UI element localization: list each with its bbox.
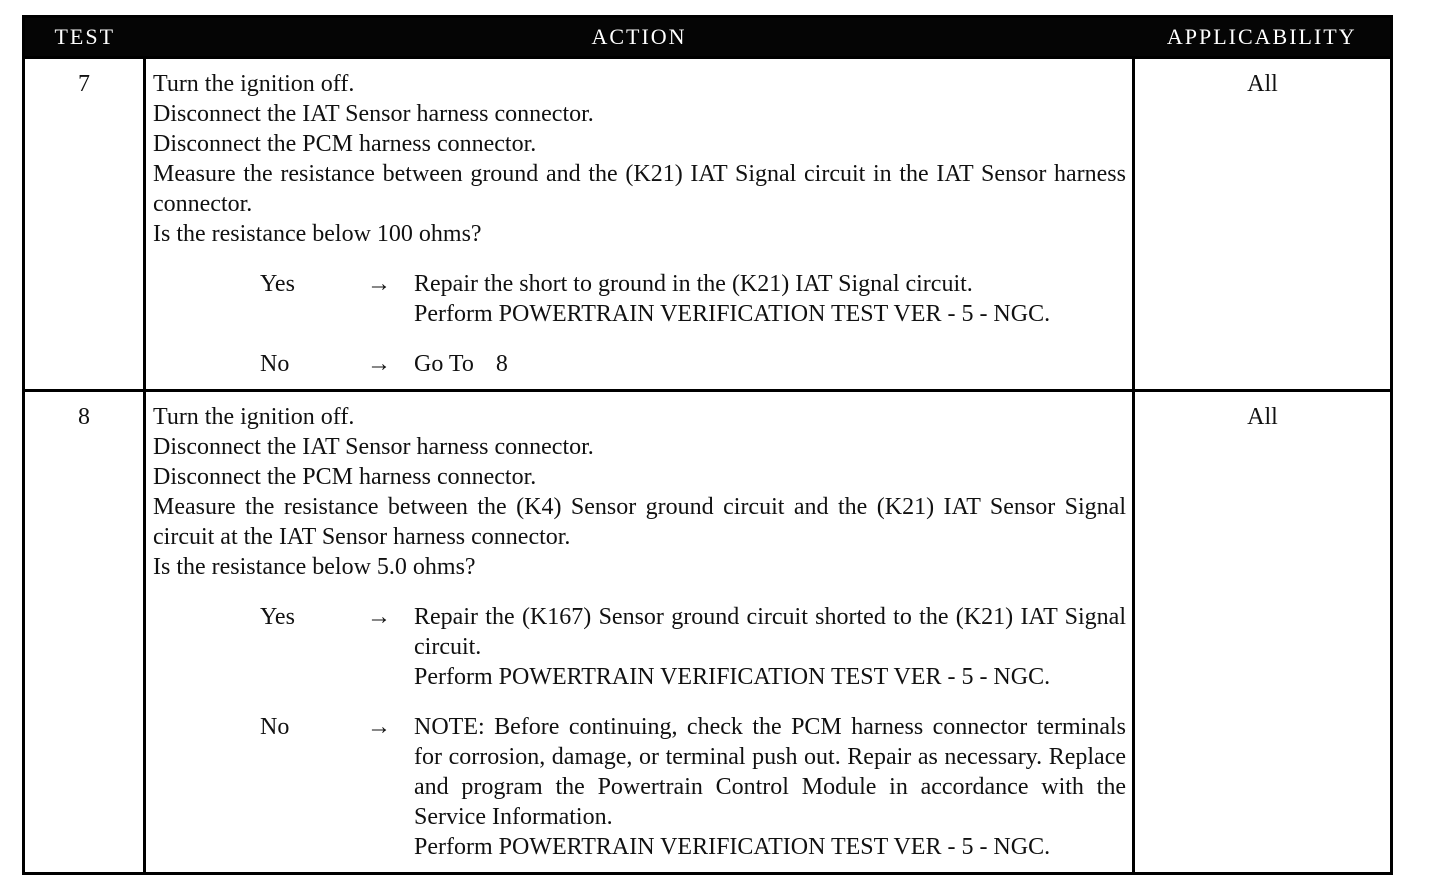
outcome-label-yes: Yes <box>260 271 295 297</box>
outcome-yes <box>153 602 1126 692</box>
outcome-label-yes: Yes <box>260 604 295 630</box>
action-step: Turn the ignition off. <box>153 71 355 97</box>
action-cell <box>145 58 1134 391</box>
test-row-8 <box>24 391 1392 874</box>
outcome-line: Perform POWERTRAIN VERIFICATION TEST VER - 5 - NGC. <box>414 834 1051 860</box>
outcome-label-no: No <box>260 351 290 377</box>
goto-link[interactable] <box>414 351 508 377</box>
action-step: Disconnect the IAT Sensor harness connector. <box>153 434 594 460</box>
diagnostic-test-table <box>22 15 1393 875</box>
action-step: Disconnect the PCM harness connector. <box>153 131 537 157</box>
outcome-no <box>153 349 1126 379</box>
action-question: Is the resistance below 100 ohms? <box>153 221 482 247</box>
goto-target: 8 <box>495 351 508 377</box>
applicability-value: All <box>1134 58 1392 391</box>
test-row-7 <box>24 58 1392 391</box>
action-step: Disconnect the PCM harness connector. <box>153 464 537 490</box>
outcome-line: Repair the (K167) Sensor ground circuit shorted to the (K21) IAT Signal circuit. <box>414 604 1126 660</box>
outcome-body <box>414 712 1126 862</box>
outcome-body <box>414 269 1126 329</box>
action-cell <box>145 391 1134 874</box>
test-number: 8 <box>24 391 145 874</box>
action-step: Disconnect the IAT Sensor harness connector. <box>153 101 594 127</box>
outcome-body <box>414 349 1126 379</box>
test-number: 7 <box>24 58 145 391</box>
right-arrow-icon: → <box>367 604 391 630</box>
action-step: Measure the resistance between the (K4) Sensor ground circuit and the (K21) IAT Sensor Signal circuit at the IAT Sensor harness connector. <box>153 494 1126 550</box>
outcome-yes <box>153 269 1126 329</box>
outcome-label-no: No <box>260 714 290 740</box>
action-step: Measure the resistance between ground and the (K21) IAT Signal circuit in the IAT Sensor harness connector. <box>153 161 1126 217</box>
column-header-applicability: APPLICABILITY <box>1134 17 1392 58</box>
action-question: Is the resistance below 5.0 ohms? <box>153 554 476 580</box>
right-arrow-icon: → <box>367 351 391 377</box>
goto-text: Go To <box>414 351 474 377</box>
right-arrow-icon: → <box>367 271 391 297</box>
outcome-line: Repair the short to ground in the (K21) IAT Signal circuit. <box>414 271 973 297</box>
outcome-line: Perform POWERTRAIN VERIFICATION TEST VER - 5 - NGC. <box>414 664 1051 690</box>
outcome-line: Perform POWERTRAIN VERIFICATION TEST VER - 5 - NGC. <box>414 301 1051 327</box>
outcome-note: NOTE: Before continuing, check the PCM harness connector terminals for corrosion, damage, or terminal push out. Repair as necessary. Replace and program the Powertrain Control Module in accordance with the Service Information. <box>414 714 1126 830</box>
table-header-row <box>24 17 1392 58</box>
applicability-value: All <box>1134 391 1392 874</box>
column-header-action: ACTION <box>145 17 1134 58</box>
outcome-body <box>414 602 1126 692</box>
outcome-no <box>153 712 1126 862</box>
right-arrow-icon: → <box>367 714 391 740</box>
column-header-test: TEST <box>24 17 145 58</box>
action-step: Turn the ignition off. <box>153 404 355 430</box>
